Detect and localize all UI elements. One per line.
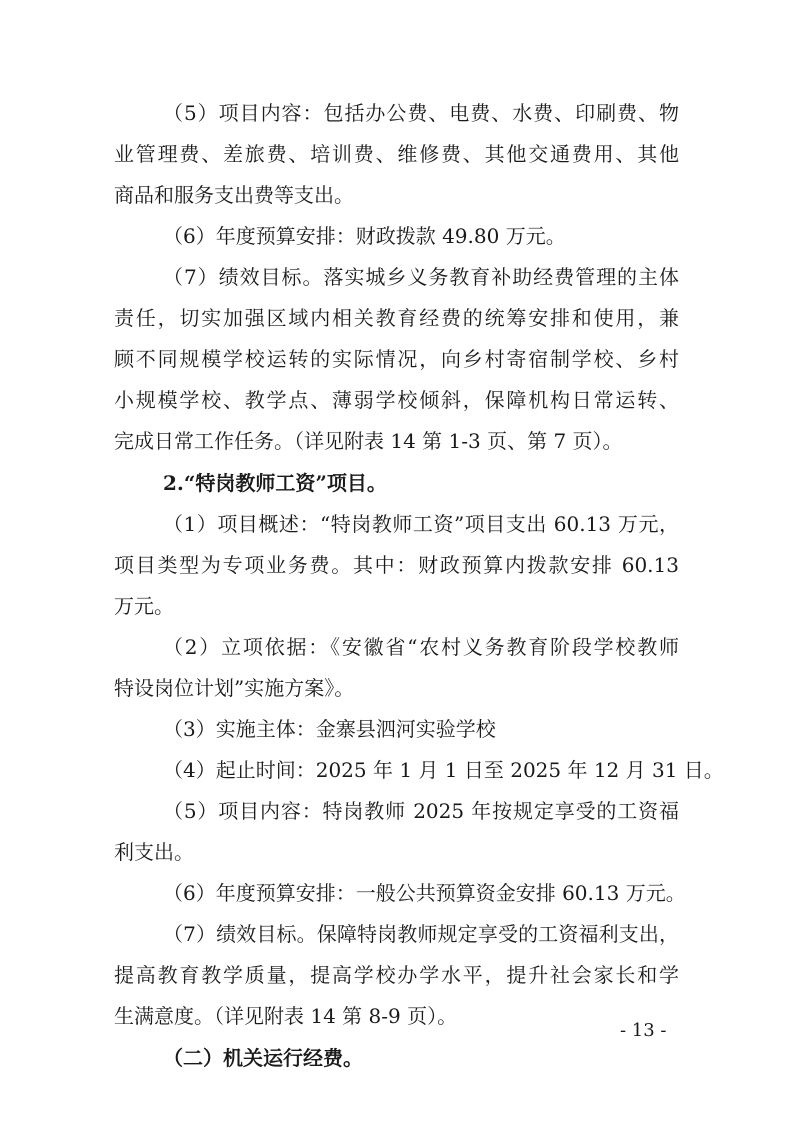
body-line: （1）项目概述：“特岗教师工资”项目支出 60.13 万元， — [163, 512, 679, 536]
body-line: 万元。 — [114, 594, 174, 618]
body-line: （7）绩效目标。落实城乡义务教育补助经费管理的主体 — [163, 265, 679, 289]
body-line: 特设岗位计划”实施方案》。 — [114, 676, 355, 700]
section-heading: （二）机关运行经费。 — [163, 1046, 363, 1070]
body-line: 责任，切实加强区域内相关教育经费的统筹安排和使用，兼 — [114, 306, 679, 330]
body-line: 顾不同规模学校运转的实际情况，向乡村寄宿制学校、乡村 — [114, 347, 679, 371]
body-line: （2）立项依据：《安徽省“农村义务教育阶段学校教师 — [163, 635, 679, 659]
body-line: （7）绩效目标。保障特岗教师规定享受的工资福利支出， — [163, 922, 679, 946]
section-heading: 2.“特岗教师工资”项目。 — [163, 471, 387, 495]
body-line: 商品和服务支出费等支出。 — [114, 183, 354, 207]
body-line: 完成日常工作任务。（详见附表 14 第 1-3 页、第 7 页）。 — [114, 429, 623, 453]
body-line: 业管理费、差旅费、培训费、维修费、其他交通费用、其他 — [114, 142, 679, 166]
body-line: 提高教育教学质量，提高学校办学水平，提升社会家长和学 — [114, 963, 679, 987]
body-line: （3）实施主体：金寨县泗河实验学校 — [163, 717, 496, 741]
body-line: （5）项目内容：包括办公费、电费、水费、印刷费、物 — [163, 101, 679, 125]
body-line: （6）年度预算安排：一般公共预算资金安排 60.13 万元。 — [163, 881, 686, 905]
body-line: （5）项目内容：特岗教师 2025 年按规定享受的工资福 — [163, 799, 679, 823]
body-line: 小规模学校、教学点、薄弱学校倾斜，保障机构日常运转、 — [114, 388, 679, 412]
body-line: 生满意度。（详见附表 14 第 8-9 页）。 — [114, 1004, 458, 1028]
page-number: - 13 - — [620, 1020, 667, 1041]
body-line: 项目类型为专项业务费。其中：财政预算内拨款安排 60.13 — [114, 553, 679, 577]
body-line: （6）年度预算安排：财政拨款 49.80 万元。 — [163, 224, 566, 248]
body-line: 利支出。 — [114, 840, 194, 864]
body-line: （4）起止时间：2025 年 1 月 1 日至 2025 年 12 月 31 日。 — [163, 758, 724, 782]
